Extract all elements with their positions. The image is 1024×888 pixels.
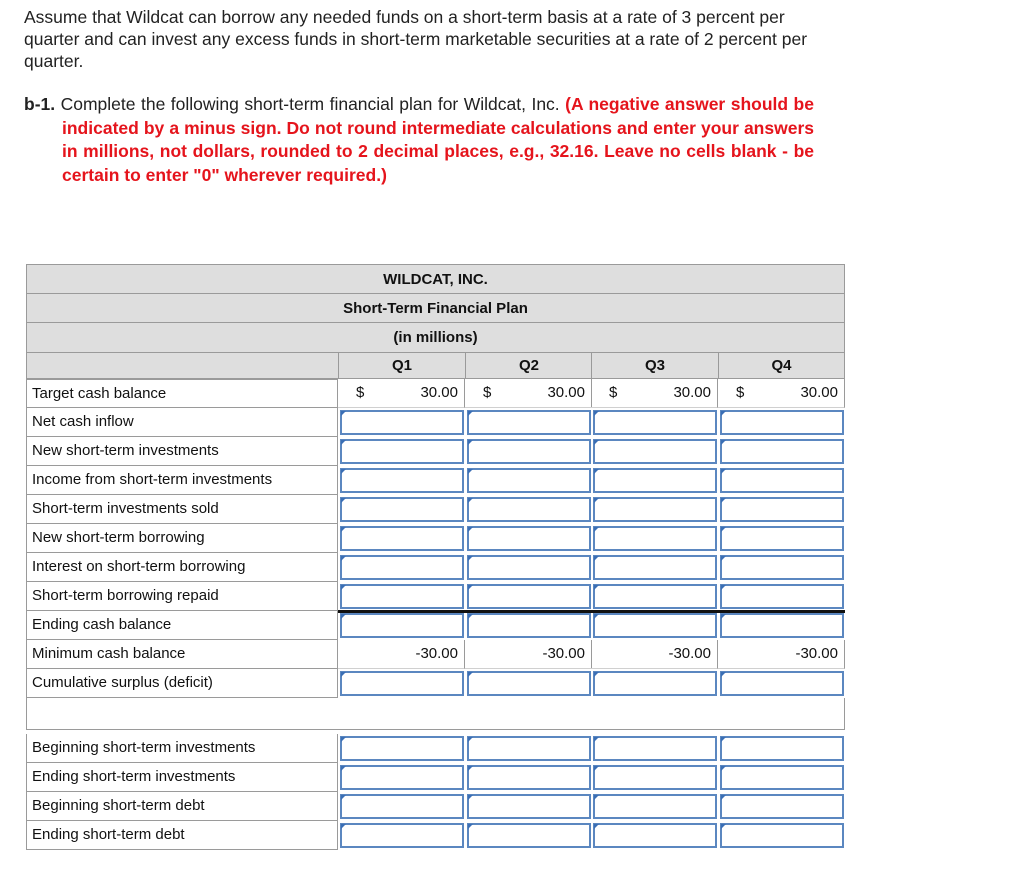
row-label-new-short-term-borrowing: New short-term borrowing xyxy=(26,524,338,553)
currency-symbol: $ xyxy=(609,384,618,401)
row-label-ending-short-term-investments: Ending short-term investments xyxy=(26,763,338,792)
row-label-net-cash-inflow: Net cash inflow xyxy=(26,408,338,437)
row-label-short-term-investments-sold: Short-term investments sold xyxy=(26,495,338,524)
intro-paragraph: Assume that Wildcat can borrow any needed funds on a short-term basis at a rate of 3 percent per quarter and can invest any excess funds in short-term marketable securities at a rate of 2 percent per quarter. xyxy=(24,7,808,71)
question-text: Complete the following short-term financial plan for Wildcat, Inc. xyxy=(60,94,560,114)
minimum-cash-value: -30.00 xyxy=(795,645,838,662)
row-label-interest-on-short-term-borrowing: Interest on short-term borrowing xyxy=(26,553,338,582)
ending-cash-balance-input-q2[interactable] xyxy=(467,613,591,638)
row-label-ending-short-term-debt: Ending short-term debt xyxy=(26,821,338,850)
currency-symbol: $ xyxy=(356,384,365,401)
minimum-cash-cell-q1 xyxy=(338,640,465,669)
target-cash-value: 30.00 xyxy=(547,384,585,401)
minimum-cash-value: -30.00 xyxy=(542,645,585,662)
net-cash-inflow-input-q1[interactable] xyxy=(340,410,464,435)
quarter-header-q4: Q4 xyxy=(718,352,845,379)
target-cash-value: 30.00 xyxy=(673,384,711,401)
ending-short-term-investments-input-q3[interactable] xyxy=(593,765,717,790)
quarter-header-q1: Q1 xyxy=(338,352,466,379)
net-cash-inflow-input-q3[interactable] xyxy=(593,410,717,435)
target-cash-cell-q1 xyxy=(338,379,465,408)
short-term-investments-sold-input-q2[interactable] xyxy=(467,497,591,522)
net-cash-inflow-input-q4[interactable] xyxy=(720,410,844,435)
beginning-short-term-debt-input-q4[interactable] xyxy=(720,794,844,819)
target-cash-cell-q4 xyxy=(718,379,845,408)
short-term-investments-sold-input-q3[interactable] xyxy=(593,497,717,522)
quarter-header-q3: Q3 xyxy=(591,352,719,379)
income-from-short-term-investments-input-q4[interactable] xyxy=(720,468,844,493)
net-cash-inflow-input-q2[interactable] xyxy=(467,410,591,435)
minimum-cash-cell-q3 xyxy=(591,640,718,669)
ending-cash-balance-input-q1[interactable] xyxy=(340,613,464,638)
new-short-term-investments-input-q4[interactable] xyxy=(720,439,844,464)
minimum-cash-cell-q4 xyxy=(718,640,845,669)
minimum-cash-cell-q2 xyxy=(465,640,592,669)
quarter-header-q2: Q2 xyxy=(465,352,593,379)
currency-symbol: $ xyxy=(736,384,745,401)
beginning-short-term-debt-input-q1[interactable] xyxy=(340,794,464,819)
short-term-borrowing-repaid-input-q3[interactable] xyxy=(593,584,717,609)
ending-short-term-debt-input-q3[interactable] xyxy=(593,823,717,848)
interest-on-short-term-borrowing-input-q4[interactable] xyxy=(720,555,844,580)
new-short-term-borrowing-input-q1[interactable] xyxy=(340,526,464,551)
short-term-borrowing-repaid-input-q4[interactable] xyxy=(720,584,844,609)
beginning-short-term-investments-input-q3[interactable] xyxy=(593,736,717,761)
target-cash-value: 30.00 xyxy=(800,384,838,401)
quarter-header-blank xyxy=(26,352,339,379)
interest-on-short-term-borrowing-input-q3[interactable] xyxy=(593,555,717,580)
table-subtitle: Short-Term Financial Plan xyxy=(26,293,845,323)
ending-short-term-debt-input-q2[interactable] xyxy=(467,823,591,848)
question-b1 xyxy=(24,93,814,187)
ending-short-term-investments-input-q1[interactable] xyxy=(340,765,464,790)
row-label-minimum-cash: Minimum cash balance xyxy=(26,640,338,669)
new-short-term-investments-input-q1[interactable] xyxy=(340,439,464,464)
income-from-short-term-investments-input-q2[interactable] xyxy=(467,468,591,493)
target-cash-value: 30.00 xyxy=(420,384,458,401)
new-short-term-borrowing-input-q4[interactable] xyxy=(720,526,844,551)
interest-on-short-term-borrowing-input-q2[interactable] xyxy=(467,555,591,580)
table-units: (in millions) xyxy=(26,322,845,353)
new-short-term-borrowing-input-q3[interactable] xyxy=(593,526,717,551)
new-short-term-borrowing-input-q2[interactable] xyxy=(467,526,591,551)
row-label-cumulative-surplus-deficit: Cumulative surplus (deficit) xyxy=(26,669,338,698)
cumulative-surplus-deficit-input-q3[interactable] xyxy=(593,671,717,696)
row-label-beginning-short-term-investments: Beginning short-term investments xyxy=(26,734,338,763)
income-from-short-term-investments-input-q1[interactable] xyxy=(340,468,464,493)
currency-symbol: $ xyxy=(483,384,492,401)
row-label-new-short-term-investments: New short-term investments xyxy=(26,437,338,466)
ending-short-term-debt-input-q1[interactable] xyxy=(340,823,464,848)
ending-short-term-investments-input-q2[interactable] xyxy=(467,765,591,790)
row-label-ending-cash-balance: Ending cash balance xyxy=(26,611,338,640)
beginning-short-term-investments-input-q4[interactable] xyxy=(720,736,844,761)
new-short-term-investments-input-q3[interactable] xyxy=(593,439,717,464)
short-term-borrowing-repaid-input-q1[interactable] xyxy=(340,584,464,609)
short-term-investments-sold-input-q4[interactable] xyxy=(720,497,844,522)
question-instructions: (A negative answer should be indicated by a minus sign. Do not round intermediate calculations and enter your answers in millions, not dollars, rounded to 2 decimal places, e.g., 32.16. Leave no cells blank - be certain to enter "0" wherever required.) xyxy=(62,94,814,185)
new-short-term-investments-input-q2[interactable] xyxy=(467,439,591,464)
beginning-short-term-debt-input-q3[interactable] xyxy=(593,794,717,819)
interest-on-short-term-borrowing-input-q1[interactable] xyxy=(340,555,464,580)
ending-cash-balance-input-q3[interactable] xyxy=(593,613,717,638)
target-cash-cell-q2 xyxy=(465,379,592,408)
cumulative-surplus-deficit-input-q4[interactable] xyxy=(720,671,844,696)
cumulative-surplus-deficit-input-q1[interactable] xyxy=(340,671,464,696)
short-term-borrowing-repaid-input-q2[interactable] xyxy=(467,584,591,609)
beginning-short-term-investments-input-q1[interactable] xyxy=(340,736,464,761)
target-cash-cell-q3 xyxy=(591,379,718,408)
cumulative-surplus-deficit-input-q2[interactable] xyxy=(467,671,591,696)
ending-short-term-investments-input-q4[interactable] xyxy=(720,765,844,790)
row-label-income-from-short-term-investments: Income from short-term investments xyxy=(26,466,338,495)
short-term-investments-sold-input-q1[interactable] xyxy=(340,497,464,522)
beginning-short-term-investments-input-q2[interactable] xyxy=(467,736,591,761)
minimum-cash-value: -30.00 xyxy=(415,645,458,662)
row-label-short-term-borrowing-repaid: Short-term borrowing repaid xyxy=(26,582,338,611)
spacer-row xyxy=(26,698,845,730)
ending-cash-balance-input-q4[interactable] xyxy=(720,613,844,638)
row-label-target-cash: Target cash balance xyxy=(26,379,338,408)
income-from-short-term-investments-input-q3[interactable] xyxy=(593,468,717,493)
table-title: WILDCAT, INC. xyxy=(26,264,845,294)
question-number: b-1. xyxy=(24,94,56,114)
beginning-short-term-debt-input-q2[interactable] xyxy=(467,794,591,819)
minimum-cash-value: -30.00 xyxy=(668,645,711,662)
ending-short-term-debt-input-q4[interactable] xyxy=(720,823,844,848)
row-label-beginning-short-term-debt: Beginning short-term debt xyxy=(26,792,338,821)
